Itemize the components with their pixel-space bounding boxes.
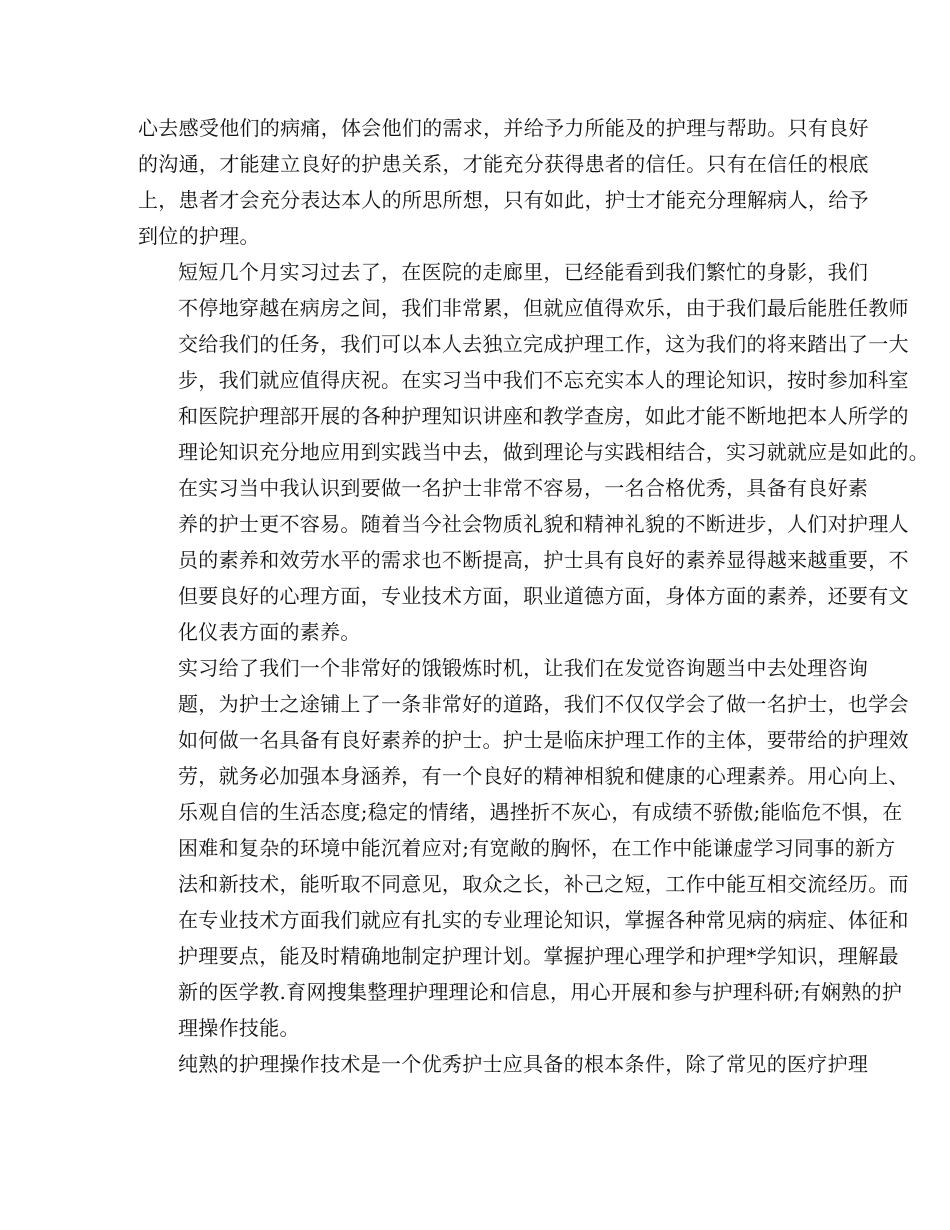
paragraph-line: 步，我们就应值得庆祝。在实习当中我们不忘充实本人的理论知识，按时参加科室 [178,368,909,392]
paragraph-line: 困难和复杂的环境中能沉着应对;有宽敞的胸怀，在工作中能谦虚学习同事的新方 [178,836,896,860]
paragraph-line: 乐观自信的生活态度;稳定的情绪，遇挫折不灰心，有成绩不骄傲;能临危不惧，在 [178,800,903,824]
body-paragraph [138,254,930,470]
paragraph-line: 法和新技术，能听取不同意见，取众之长，补己之短，工作中能互相交流经历。而 [178,872,909,896]
paragraph-line: 上，患者才会充分表达本人的所思所想，只有如此，护士才能充分理解病人，给予 [138,188,869,212]
paragraph-line: 和医院护理部开展的各种护理知识讲座和教学查房，如此才能不断地把本人所学的 [178,404,909,428]
paragraph-line: 的沟通，才能建立良好的护患关系，才能充分获得患者的信任。只有在信任的根底 [138,152,869,176]
body-paragraph [138,110,869,254]
paragraph-line: 新的医学教.育网搜集整理护理理论和信息，用心开展和参与护理科研;有娴熟的护 [178,980,903,1004]
paragraph-line: 理论知识充分地应用到实践当中去，做到理论与实践相结合，实习就就应是如此的。 [178,440,930,464]
document-body [138,110,930,1082]
paragraph-line: 员的素养和效劳水平的需求也不断提高，护士具有良好的素养显得越来越重要，不 [178,548,909,572]
paragraph-line: 题，为护士之途铺上了一条非常好的道路，我们不仅仅学会了做一名护士，也学会 [178,692,909,716]
paragraph-line: 理操作技能。 [178,1016,300,1040]
paragraph-line: 如何做一名具备有良好素养的护士。护士是临床护理工作的主体，要带给的护理效 [178,728,909,752]
paragraph-line: 劳，就务必加强本身涵养，有一个良好的精神相貌和健康的心理素养。用心向上、 [178,764,909,788]
body-paragraph [138,650,909,1046]
paragraph-line: 养的护士更不容易。随着当今社会物质礼貌和精神礼貌的不断进步，人们对护理人 [178,512,909,536]
paragraph-line: 实习给了我们一个非常好的饿锻炼时机，让我们在发觉咨询题当中去处理咨询 [178,656,869,680]
paragraph-line: 但要良好的心理方面，专业技术方面，职业道德方面，身体方面的素养，还要有文 [178,584,909,608]
paragraph-line: 纯熟的护理操作技术是一个优秀护士应具备的根本条件，除了常见的医疗护理 [178,1052,869,1076]
paragraph-line: 短短几个月实习过去了，在医院的走廊里，已经能看到我们繁忙的身影，我们 [178,260,869,284]
paragraph-line: 在实习当中我认识到要做一名护士非常不容易，一名合格优秀，具备有良好素 [178,476,869,500]
paragraph-line: 交给我们的任务，我们可以本人去独立完成护理工作，这为我们的将来踏出了一大 [178,332,909,356]
paragraph-line: 心去感受他们的病痛，体会他们的需求，并给予力所能及的护理与帮助。只有良好 [138,116,869,140]
paragraph-line: 在专业技术方面我们就应有扎实的专业理论知识，掌握各种常见病的病症、体征和 [178,908,909,932]
body-paragraph [138,1046,869,1082]
paragraph-line: 化仪表方面的素养。 [178,620,361,644]
paragraph-line: 护理要点，能及时精确地制定护理计划。掌握护理心理学和护理*学知识，理解最 [178,944,899,968]
body-paragraph [138,470,909,650]
paragraph-line: 到位的护理。 [138,224,260,248]
paragraph-line: 不停地穿越在病房之间，我们非常累，但就应值得欢乐，由于我们最后能胜任教师 [178,296,909,320]
